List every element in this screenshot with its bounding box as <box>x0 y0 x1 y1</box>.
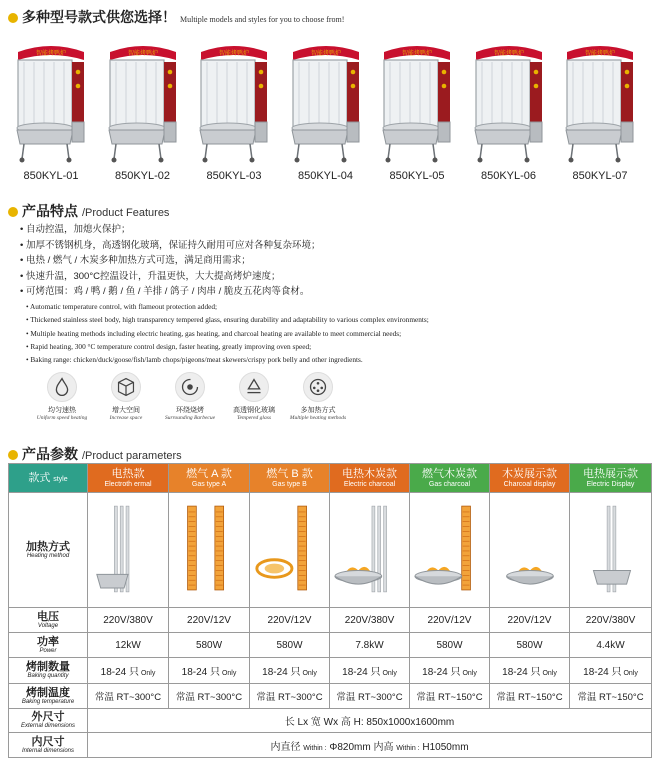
header-style-cell: 款式 style <box>9 464 88 493</box>
header-col-cn: 燃气木炭款 <box>422 467 477 480</box>
voltage-value: 220V/380V <box>570 608 652 633</box>
temp-value: 常温 RT~150°C <box>490 684 570 709</box>
power-value: 580W <box>169 633 250 658</box>
voltage-value: 220V/12V <box>169 608 250 633</box>
power-value: 4.4kW <box>570 633 652 658</box>
roaster-oven-icon <box>195 38 273 164</box>
roaster-oven-icon <box>470 38 548 164</box>
table-header-row <box>9 464 652 493</box>
feature-item-cn: • 电热 / 燃气 / 木炭多种加热方式可选，满足商用需求； <box>20 253 650 269</box>
qty-value: 18-24 只 Only <box>490 658 570 684</box>
header-col-cn: 燃气 B 款 <box>266 467 313 480</box>
heater-image <box>330 493 410 608</box>
header-col <box>490 464 570 493</box>
roaster-oven-icon <box>378 38 456 164</box>
header-col-en: Electric Display <box>586 480 635 488</box>
qty-value: 18-24 只 Only <box>570 658 652 684</box>
inner-dims-value: 内直径 Within : Φ820mm 内高 Within : H1050mm <box>88 733 652 758</box>
row-label-en: Baking quantity <box>27 673 69 679</box>
header-col-en: Charcoal display <box>503 480 556 488</box>
power-value: 7.8kW <box>330 633 410 658</box>
recycle-icon <box>239 372 269 402</box>
feature-icon-label-en: Multiple heating methods <box>289 415 347 421</box>
svg-text:智能烤鸭炉: 智能烤鸭炉 <box>401 50 433 57</box>
models-row <box>0 32 659 182</box>
model-code: 850KYL-07 <box>572 170 628 182</box>
model-code: 850KYL-02 <box>114 170 171 182</box>
power-value: 580W <box>410 633 490 658</box>
power-value: 580W <box>490 633 570 658</box>
qty-value: 18-24 只 Only <box>169 658 250 684</box>
header-col <box>570 464 652 493</box>
models-title-en: Multiple models and styles for you to choose from! <box>180 15 345 24</box>
row-label-cn: 功率 <box>37 635 59 648</box>
svg-text:智能烤鸭炉: 智能烤鸭炉 <box>35 50 67 57</box>
header-col-en: Electric charcoal <box>343 480 396 488</box>
table-row-inner-dims <box>9 733 652 758</box>
feature-item-cn: • 可烤范围：鸡 / 鸭 / 鹅 / 鱼 / 羊排 / 鸽子 / 肉串 / 脆皮五花肉等食材。 <box>20 284 650 300</box>
header-col-cn: 木炭展示款 <box>502 467 557 480</box>
feature-icon-label-cn: 环绕烧烤 <box>176 407 204 414</box>
model-item <box>374 32 460 182</box>
temp-value: 常温 RT~300°C <box>169 684 250 709</box>
roaster-oven-icon <box>104 38 182 164</box>
temp-label <box>9 684 88 709</box>
voltage-value: 220V/12V <box>250 608 330 633</box>
feature-item-cn: • 加厚不锈钢机身，高透钢化玻璃，保证持久耐用可应对各种复杂环境； <box>20 238 650 254</box>
svg-text:智能烤鸭炉: 智能烤鸭炉 <box>493 50 524 57</box>
qty-value: 18-24 只 Only <box>410 658 490 684</box>
feature-icons <box>30 372 370 432</box>
header-col <box>250 464 330 493</box>
rod-charcoal-heater-icon <box>331 497 409 601</box>
bullet-dot-icon <box>8 207 18 217</box>
feature-item-en: • Baking range: chicken/duck/goose/fish/lamb chops/pigeons/meat skewers/crispy pork belly and other ingredients. <box>26 353 656 366</box>
feature-item-en: • Rapid heating, 300 °C temperature control design, faster heating, greatly improving oven speed; <box>26 340 656 353</box>
header-col-en: Gas type A <box>191 480 227 488</box>
unit-label: Only <box>380 670 397 677</box>
model-item <box>557 32 643 182</box>
unit-label: Only <box>460 670 477 677</box>
power-value: 580W <box>250 633 330 658</box>
charcoal-heater-icon <box>491 497 569 601</box>
params-table <box>8 463 652 758</box>
svg-text:智能烤鸭炉: 智能烤鸭炉 <box>127 50 158 57</box>
power-label <box>9 633 88 658</box>
model-code: 850KYL-01 <box>23 170 79 182</box>
header-col <box>410 464 490 493</box>
qty-value: 18-24 只 Only <box>250 658 330 684</box>
heater-image <box>410 493 490 608</box>
outer-dims-label: 外尺寸 External dimensions <box>9 709 88 733</box>
rotate-icon <box>175 372 205 402</box>
header-col <box>169 464 250 493</box>
qty-value: 18-24 只 Only <box>330 658 410 684</box>
header-col-en: Gas type B <box>272 480 307 488</box>
feature-icon-label-en: Tempered glass <box>237 415 271 421</box>
row-label-cn: 烤制温度 <box>26 686 70 699</box>
header-col-cn: 电热木炭款 <box>342 467 397 480</box>
rod-heater-icon <box>89 497 167 601</box>
gas-charcoal-heater-icon <box>411 497 489 601</box>
features-title-en: /Product Features <box>82 207 170 219</box>
roaster-oven-icon <box>287 38 365 164</box>
heater-image <box>570 493 652 608</box>
models-heading <box>8 7 344 27</box>
voltage-value: 220V/380V <box>330 608 410 633</box>
model-code: 850KYL-04 <box>297 170 354 182</box>
table-row-heating <box>9 493 652 608</box>
svg-text:智能烤鸭炉: 智能烤鸭炉 <box>584 50 616 57</box>
feature-icon-item <box>222 372 286 421</box>
feature-item-en: • Multiple heating methods including electric heating, gas heating, and charcoal heating are available to meet commercial needs; <box>26 327 656 340</box>
feature-icon-label-en: Surrounding Barbecue <box>164 415 216 421</box>
feature-item-en: • Automatic temperature control, with flameout protection added; <box>26 300 656 313</box>
feature-icon-item <box>30 372 94 421</box>
features-heading <box>8 201 169 221</box>
unit-label: Only <box>220 670 237 677</box>
heater-image <box>88 493 169 608</box>
params-title-en: /Product parameters <box>82 450 182 462</box>
features-list-en <box>26 300 656 366</box>
header-col-cn: 燃气 A 款 <box>186 467 232 480</box>
bullet-dot-icon <box>8 450 18 460</box>
model-item <box>100 32 186 182</box>
table-row-quantity <box>9 658 652 684</box>
header-col <box>88 464 169 493</box>
feature-icon-label-cn: 高透钢化玻璃 <box>233 407 275 414</box>
unit-label: Only <box>540 670 557 677</box>
feature-icon-item <box>94 372 158 421</box>
header-col <box>330 464 410 493</box>
feature-item-en: • Thickened stainless steel body, high transparency tempered glass, ensuring durability and adaptability to various complex environments; <box>26 313 656 326</box>
params-title-cn: 产品参数 <box>22 446 78 462</box>
row-label-en: Power <box>39 647 57 654</box>
model-item <box>191 32 277 182</box>
feature-icon-item <box>158 372 222 421</box>
row-label-cn: 电压 <box>37 610 59 623</box>
header-col-cn: 电热款 <box>111 467 145 480</box>
model-code: 850KYL-03 <box>206 170 262 182</box>
params-heading <box>8 444 182 464</box>
feature-icon-label-en: Increase space <box>109 415 143 421</box>
burner-icon <box>303 372 333 402</box>
features-title-cn: 产品特点 <box>22 203 78 219</box>
qty-value: 18-24 只 Only <box>88 658 169 684</box>
temp-value: 常温 RT~300°C <box>330 684 410 709</box>
feature-item-cn: • 快速升温，300°C控温设计，升温更快，大大提高烤炉速度； <box>20 269 650 285</box>
header-col-cn: 电热展示款 <box>583 467 638 480</box>
feature-icon-label-cn: 多加热方式 <box>300 407 336 414</box>
feature-item-cn: • 自动控温，加熄火保护； <box>20 222 650 238</box>
models-title-cn: 多种型号款式供您选择！ <box>22 9 176 25</box>
flame-icon <box>47 372 77 402</box>
model-item <box>283 32 369 182</box>
row-label-cn: 加热方式 <box>26 540 70 553</box>
voltage-label <box>9 608 88 633</box>
svg-text:智能烤鸭炉: 智能烤鸭炉 <box>218 50 250 57</box>
temp-value: 常温 RT~150°C <box>410 684 490 709</box>
roaster-oven-icon <box>561 38 639 164</box>
outer-dims-value: 长 Lx 宽 Wx 高 H: 850x1000x1600mm <box>88 709 652 733</box>
model-code: 850KYL-06 <box>480 170 537 182</box>
roaster-oven-icon <box>12 38 90 164</box>
inner-dims-label: 内尺寸 Internal dimensions <box>9 733 88 758</box>
header-col-en: Gas charcoal <box>428 480 471 488</box>
svg-text:智能烤鸭炉: 智能烤鸭炉 <box>310 50 341 57</box>
features-list-cn <box>20 222 650 300</box>
feature-icon-label-cn: 增大空间 <box>112 407 140 414</box>
gas-panel-2-heater-icon <box>170 497 248 601</box>
model-item <box>466 32 552 182</box>
qty-label <box>9 658 88 684</box>
power-value: 12kW <box>88 633 169 658</box>
row-label-en: Heating method <box>26 552 70 559</box>
unit-label: Only <box>300 670 317 677</box>
feature-icon-item <box>286 372 350 421</box>
model-code: 850KYL-05 <box>389 170 445 182</box>
feature-icon-label-en: Uniform speed heating <box>36 415 88 421</box>
header-col-en: Electroth ermal <box>104 480 152 488</box>
table-row-outer-dims <box>9 709 652 733</box>
heater-image <box>250 493 330 608</box>
heater-image <box>169 493 250 608</box>
temp-value: 常温 RT~300°C <box>250 684 330 709</box>
heating-label <box>9 493 88 608</box>
cube-icon <box>111 372 141 402</box>
rod-small-heater-icon <box>572 497 650 601</box>
row-label-en: Voltage <box>37 622 59 629</box>
row-label-cn: 烤制数量 <box>26 661 70 673</box>
table-row-voltage <box>9 608 652 633</box>
model-item <box>8 32 94 182</box>
voltage-value: 220V/12V <box>410 608 490 633</box>
temp-value: 常温 RT~150°C <box>570 684 652 709</box>
voltage-value: 220V/12V <box>490 608 570 633</box>
heater-image <box>490 493 570 608</box>
unit-label: Only <box>139 670 156 677</box>
voltage-value: 220V/380V <box>88 608 169 633</box>
gas-ring-heater-icon <box>251 497 329 601</box>
unit-label: Only <box>621 670 638 677</box>
feature-icon-label-cn: 均匀速热 <box>48 407 76 414</box>
row-label-en: Baking temperature <box>21 698 75 705</box>
bullet-dot-icon <box>8 13 18 23</box>
temp-value: 常温 RT~300°C <box>88 684 169 709</box>
table-row-power <box>9 633 652 658</box>
table-row-temperature <box>9 684 652 709</box>
